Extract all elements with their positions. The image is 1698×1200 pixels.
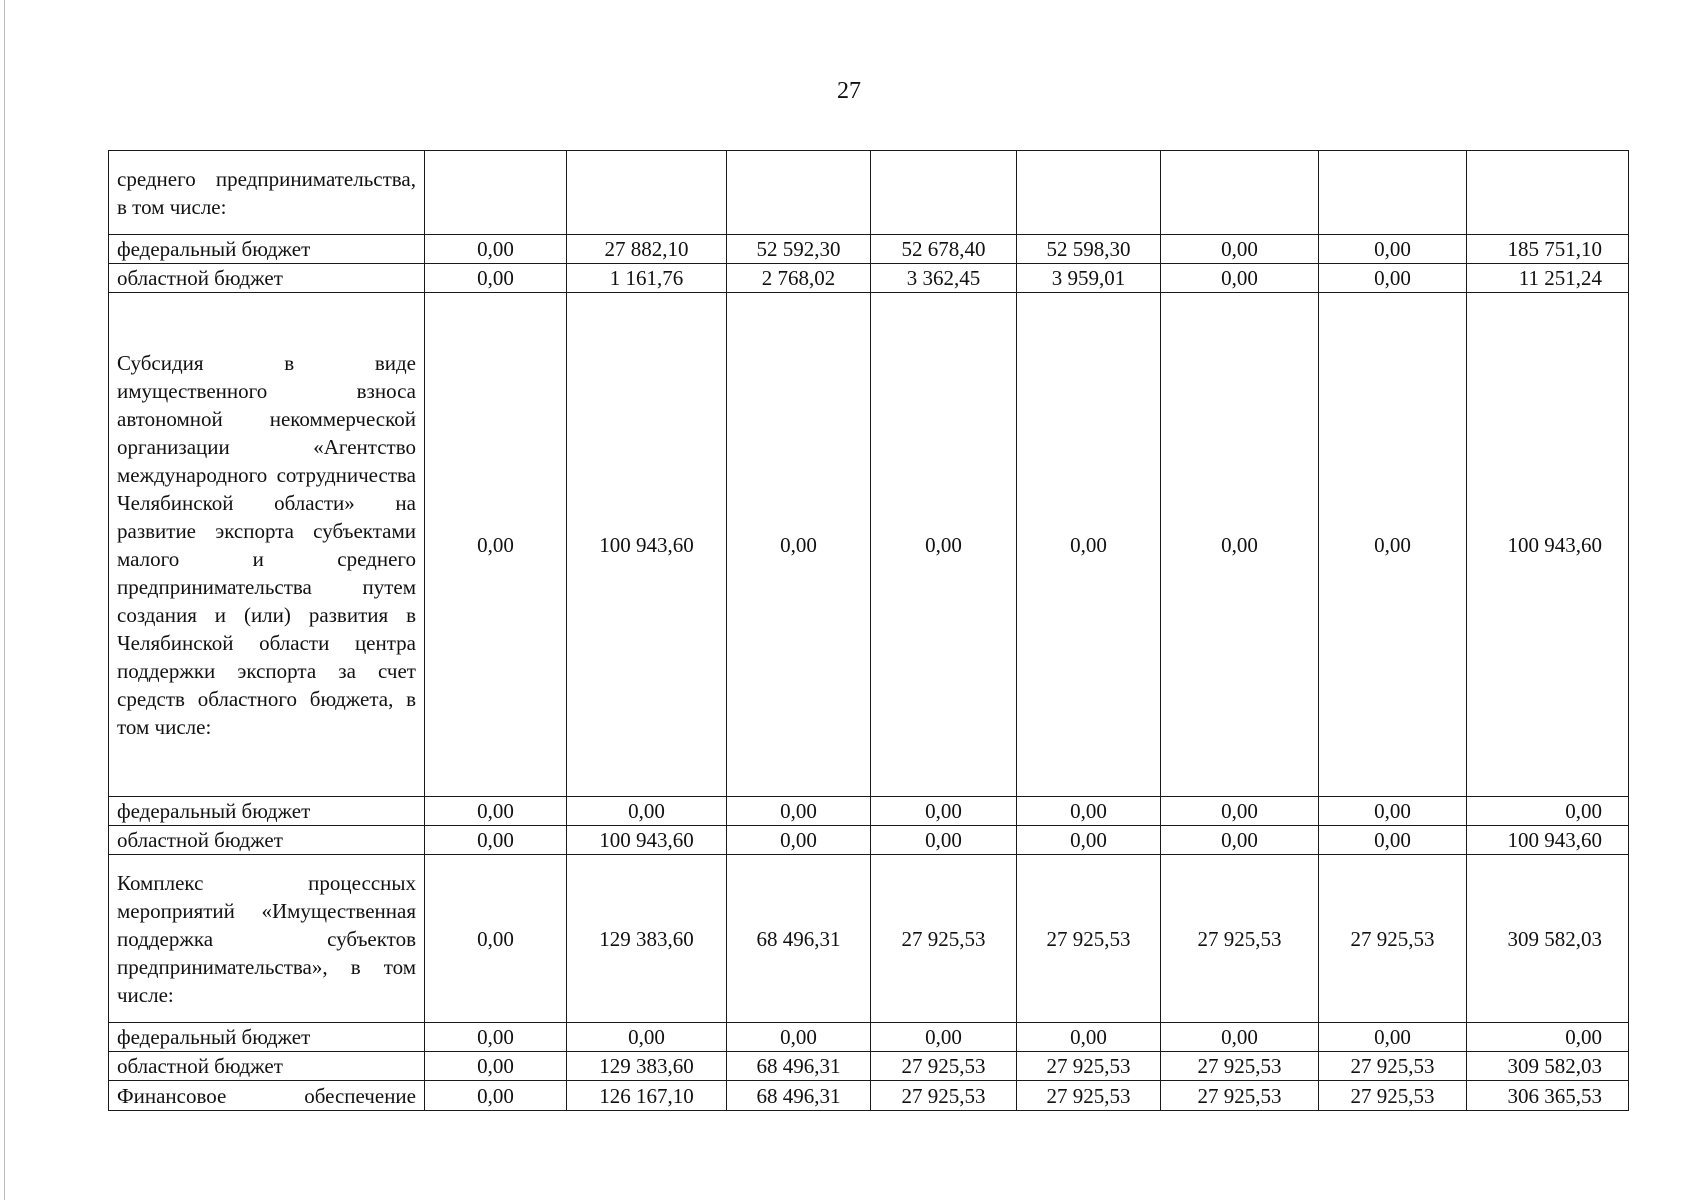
cell-value: 100 943,60 bbox=[567, 293, 727, 797]
cell-value: 0,00 bbox=[1017, 797, 1161, 826]
cell-value: 27 925,53 bbox=[871, 855, 1017, 1023]
cell-value: 0,00 bbox=[1017, 293, 1161, 797]
cell-value: 52 598,30 bbox=[1017, 235, 1161, 264]
cell-value: 0,00 bbox=[567, 1023, 727, 1052]
cell-value: 0,00 bbox=[425, 293, 567, 797]
cell-value: 0,00 bbox=[1161, 826, 1319, 855]
cell-value bbox=[871, 151, 1017, 235]
table-row bbox=[109, 151, 1629, 235]
cell-value: 129 383,60 bbox=[567, 1052, 727, 1081]
cell-value: 0,00 bbox=[425, 855, 567, 1023]
row-name: среднего предпринимательства, в том числе: bbox=[109, 151, 425, 235]
row-name: федеральный бюджет bbox=[109, 235, 425, 264]
cell-value: 0,00 bbox=[1319, 264, 1467, 293]
cell-value: 0,00 bbox=[1161, 797, 1319, 826]
cell-total: 309 582,03 bbox=[1467, 1052, 1629, 1081]
cell-value bbox=[1319, 151, 1467, 235]
cell-total: 11 251,24 bbox=[1467, 264, 1629, 293]
row-name: федеральный бюджет bbox=[109, 797, 425, 826]
table-row bbox=[109, 264, 1629, 293]
cell-value: 27 925,53 bbox=[1017, 1052, 1161, 1081]
cell-value: 0,00 bbox=[1319, 293, 1467, 797]
cell-value: 68 496,31 bbox=[727, 1081, 871, 1111]
row-name: областной бюджет bbox=[109, 264, 425, 293]
cell-value: 27 925,53 bbox=[1319, 855, 1467, 1023]
cell-value: 0,00 bbox=[425, 264, 567, 293]
cell-value: 1 161,76 bbox=[567, 264, 727, 293]
cell-value: 0,00 bbox=[871, 826, 1017, 855]
cell-total bbox=[1467, 151, 1629, 235]
table-row bbox=[109, 797, 1629, 826]
cell-value: 0,00 bbox=[425, 1023, 567, 1052]
cell-value: 0,00 bbox=[567, 797, 727, 826]
cell-value: 0,00 bbox=[425, 1052, 567, 1081]
cell-value: 0,00 bbox=[1017, 1023, 1161, 1052]
cell-value: 27 925,53 bbox=[1161, 855, 1319, 1023]
cell-value: 52 592,30 bbox=[727, 235, 871, 264]
cell-value: 27 925,53 bbox=[871, 1052, 1017, 1081]
cell-value: 0,00 bbox=[1161, 293, 1319, 797]
cell-total: 100 943,60 bbox=[1467, 293, 1629, 797]
cell-value: 0,00 bbox=[1161, 264, 1319, 293]
cell-value: 3 959,01 bbox=[1017, 264, 1161, 293]
cell-value: 0,00 bbox=[425, 797, 567, 826]
cell-total: 0,00 bbox=[1467, 1023, 1629, 1052]
cell-value: 0,00 bbox=[1319, 1023, 1467, 1052]
cell-value: 0,00 bbox=[1161, 235, 1319, 264]
cell-total: 306 365,53 bbox=[1467, 1081, 1629, 1111]
cell-total: 185 751,10 bbox=[1467, 235, 1629, 264]
cell-value: 68 496,31 bbox=[727, 1052, 871, 1081]
table-row bbox=[109, 1081, 1629, 1111]
cell-value: 27 925,53 bbox=[1319, 1052, 1467, 1081]
cell-value bbox=[727, 151, 871, 235]
cell-value bbox=[567, 151, 727, 235]
cell-value: 0,00 bbox=[425, 1081, 567, 1111]
row-name: федеральный бюджет bbox=[109, 1023, 425, 1052]
cell-value: 0,00 bbox=[871, 1023, 1017, 1052]
row-name: областной бюджет bbox=[109, 1052, 425, 1081]
cell-value: 2 768,02 bbox=[727, 264, 871, 293]
cell-value: 27 925,53 bbox=[1319, 1081, 1467, 1111]
cell-value: 0,00 bbox=[1017, 826, 1161, 855]
table-row bbox=[109, 855, 1629, 1023]
cell-value: 129 383,60 bbox=[567, 855, 727, 1023]
cell-value: 0,00 bbox=[727, 1023, 871, 1052]
cell-value: 0,00 bbox=[727, 293, 871, 797]
cell-total: 100 943,60 bbox=[1467, 826, 1629, 855]
cell-total: 309 582,03 bbox=[1467, 855, 1629, 1023]
cell-value: 100 943,60 bbox=[567, 826, 727, 855]
cell-value bbox=[1161, 151, 1319, 235]
cell-value: 27 882,10 bbox=[567, 235, 727, 264]
cell-value: 27 925,53 bbox=[1017, 855, 1161, 1023]
cell-value: 27 925,53 bbox=[1161, 1081, 1319, 1111]
row-name: Финансовое обеспечение bbox=[109, 1081, 425, 1111]
table-row bbox=[109, 293, 1629, 797]
cell-value: 0,00 bbox=[727, 826, 871, 855]
cell-value: 3 362,45 bbox=[871, 264, 1017, 293]
cell-value: 52 678,40 bbox=[871, 235, 1017, 264]
table-row bbox=[109, 235, 1629, 264]
table-row bbox=[109, 826, 1629, 855]
cell-value: 0,00 bbox=[1319, 235, 1467, 264]
cell-value: 0,00 bbox=[871, 797, 1017, 826]
row-name: областной бюджет bbox=[109, 826, 425, 855]
cell-value bbox=[425, 151, 567, 235]
cell-value: 126 167,10 bbox=[567, 1081, 727, 1111]
cell-value: 0,00 bbox=[1161, 1023, 1319, 1052]
row-name: Субсидия в виде имущественного взноса автономной некоммерческой организации «Агентство международного сотрудничества Челябинской области» на развитие экспорта субъектами малого и среднего предпринимательства путем создания и (или) развития в Челябинской области центра поддержки экспорта за счет средств областного бюджета, в том числе: bbox=[109, 293, 425, 797]
cell-value: 0,00 bbox=[425, 235, 567, 264]
budget-table bbox=[108, 150, 1629, 1111]
cell-value: 0,00 bbox=[425, 826, 567, 855]
cell-value: 0,00 bbox=[1319, 797, 1467, 826]
cell-value: 27 925,53 bbox=[1161, 1052, 1319, 1081]
table-row bbox=[109, 1052, 1629, 1081]
cell-total: 0,00 bbox=[1467, 797, 1629, 826]
cell-value: 0,00 bbox=[871, 293, 1017, 797]
page-edge-line bbox=[4, 0, 5, 1200]
page-number: 27 bbox=[837, 78, 861, 104]
cell-value: 0,00 bbox=[1319, 826, 1467, 855]
table-row bbox=[109, 1023, 1629, 1052]
cell-value: 0,00 bbox=[727, 797, 871, 826]
cell-value: 68 496,31 bbox=[727, 855, 871, 1023]
cell-value bbox=[1017, 151, 1161, 235]
cell-value: 27 925,53 bbox=[1017, 1081, 1161, 1111]
cell-value: 27 925,53 bbox=[871, 1081, 1017, 1111]
row-name: Комплекс процессных мероприятий «Имущественная поддержка субъектов предпринимательства», в том числе: bbox=[109, 855, 425, 1023]
